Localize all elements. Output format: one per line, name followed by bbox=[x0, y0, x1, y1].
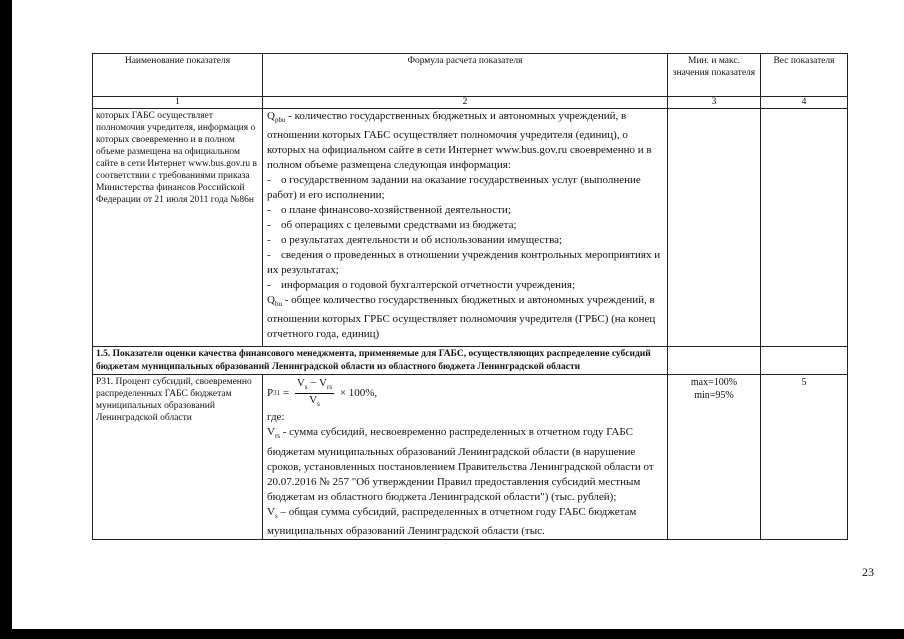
header-min-max: Мин. и макс. значения показателя bbox=[668, 54, 761, 97]
list-item: - сведения о проведенных в отношении учреждения контрольных мероприятиях и их результатах; bbox=[267, 249, 661, 277]
min-value: min=95% bbox=[694, 390, 734, 401]
column-number-row bbox=[93, 97, 848, 109]
header-indicator-name: Наименование показателя bbox=[93, 54, 263, 97]
qbu-definition: $Q_{bu}$ - общее количество государственных бюджетных и автономных учреждений, в отношении которых ГРБС осуществляет полномочия учредителя (ГРБС) (на конец отчетного года, единиц) bbox=[267, 294, 656, 341]
section-title: 1.5. Показатели оценки качества финансового менеджмента, применяемые для ГАБС, осуществляющих распределение субсидий бюджетам муниципальных образований Ленинградской области из областного бюджета Ленинградской области bbox=[93, 347, 668, 375]
p31-formula: P 31 = $\frac{V_s - V_{rs}}{V_s}$ × 100%, bbox=[267, 377, 378, 409]
list-item: - информация о годовой бухгалтерской отчетности учреждения; bbox=[267, 279, 576, 292]
section-row bbox=[93, 347, 848, 375]
list-item: - о плане финансово-хозяйственной деятельности; bbox=[267, 204, 511, 217]
column-number: 3 bbox=[668, 97, 761, 109]
weight-value: 5 bbox=[761, 375, 848, 540]
vs-definition: $V_s$ – общая сумма субсидий, распределенных в отчетном году ГАБС бюджетам муниципальных образований Ленинградской области (тыс. bbox=[267, 505, 637, 537]
where-label: где: bbox=[267, 411, 285, 424]
list-item: - о результатах деятельности и об использовании имущества; bbox=[267, 234, 563, 247]
empty-cell bbox=[668, 347, 761, 375]
list-item: - о государственном задании на оказание государственных услуг (выполнение работ) и его исполнении; bbox=[267, 174, 641, 202]
page-number: 23 bbox=[862, 565, 874, 579]
min-max-cell bbox=[668, 109, 761, 347]
formula-cell bbox=[263, 109, 668, 347]
formula-cell bbox=[263, 375, 668, 540]
qpbu-definition: $Q_{pbu}$ - количество государственных бюджетных и автономных учреждений, в отношении которых ГАБС осуществляет полномочия учредителя (единиц), о которых на официальном сайте в сети Интернет www.bus.gov.ru своевременно и в полном объеме размещена следующая информация: bbox=[267, 110, 652, 172]
column-number: 1 bbox=[93, 97, 263, 109]
column-number: 2 bbox=[263, 97, 668, 109]
min-max-cell bbox=[668, 375, 761, 540]
header-weight: Вес показателя bbox=[761, 54, 848, 97]
column-number: 4 bbox=[761, 97, 848, 109]
header-formula: Формула расчета показателя bbox=[263, 54, 668, 97]
indicator-name-cell: Р31. Процент субсидий, своевременно распределенных ГАБС бюджетам муниципальных образований Ленинградской области bbox=[93, 375, 263, 540]
indicator-name-cell: которых ГАБС осуществляет полномочия учредителя, информация о которых своевременно и в полном объеме размещена на официальном сайте в сети Интернет www.bus.gov.ru в соответствии с требованиями приказа Министерства финансов Российской Федерации от 21 июля 2011 года №86н bbox=[93, 109, 263, 347]
indicator-table bbox=[92, 53, 848, 540]
table-row bbox=[93, 109, 848, 347]
list-item: - об операциях с целевыми средствами из бюджета; bbox=[267, 219, 517, 232]
formula-fraction: $\frac{V_s - V_{rs}}{V_s}$ bbox=[296, 377, 333, 409]
scan-edge-left bbox=[0, 0, 12, 639]
empty-cell bbox=[761, 347, 848, 375]
vrs-definition: $V_{rs}$ - сумма субсидий, несвоевременно распределенных в отчетном году ГАБС бюджетам муниципальных образований Ленинградской области (в нарушение сроков, установленных постановлением Правительства Ленинградской области от 20.07.2016 № 257 "Об утверждении Правил предоставления субсидий местным бюджетам из областного бюджета Ленинградской области") (тыс. рублей); bbox=[267, 426, 654, 503]
scan-edge-bottom bbox=[0, 629, 904, 639]
weight-cell bbox=[761, 109, 848, 347]
max-value: max=100% bbox=[690, 377, 738, 388]
header-row bbox=[93, 54, 848, 97]
table-row bbox=[93, 375, 848, 540]
